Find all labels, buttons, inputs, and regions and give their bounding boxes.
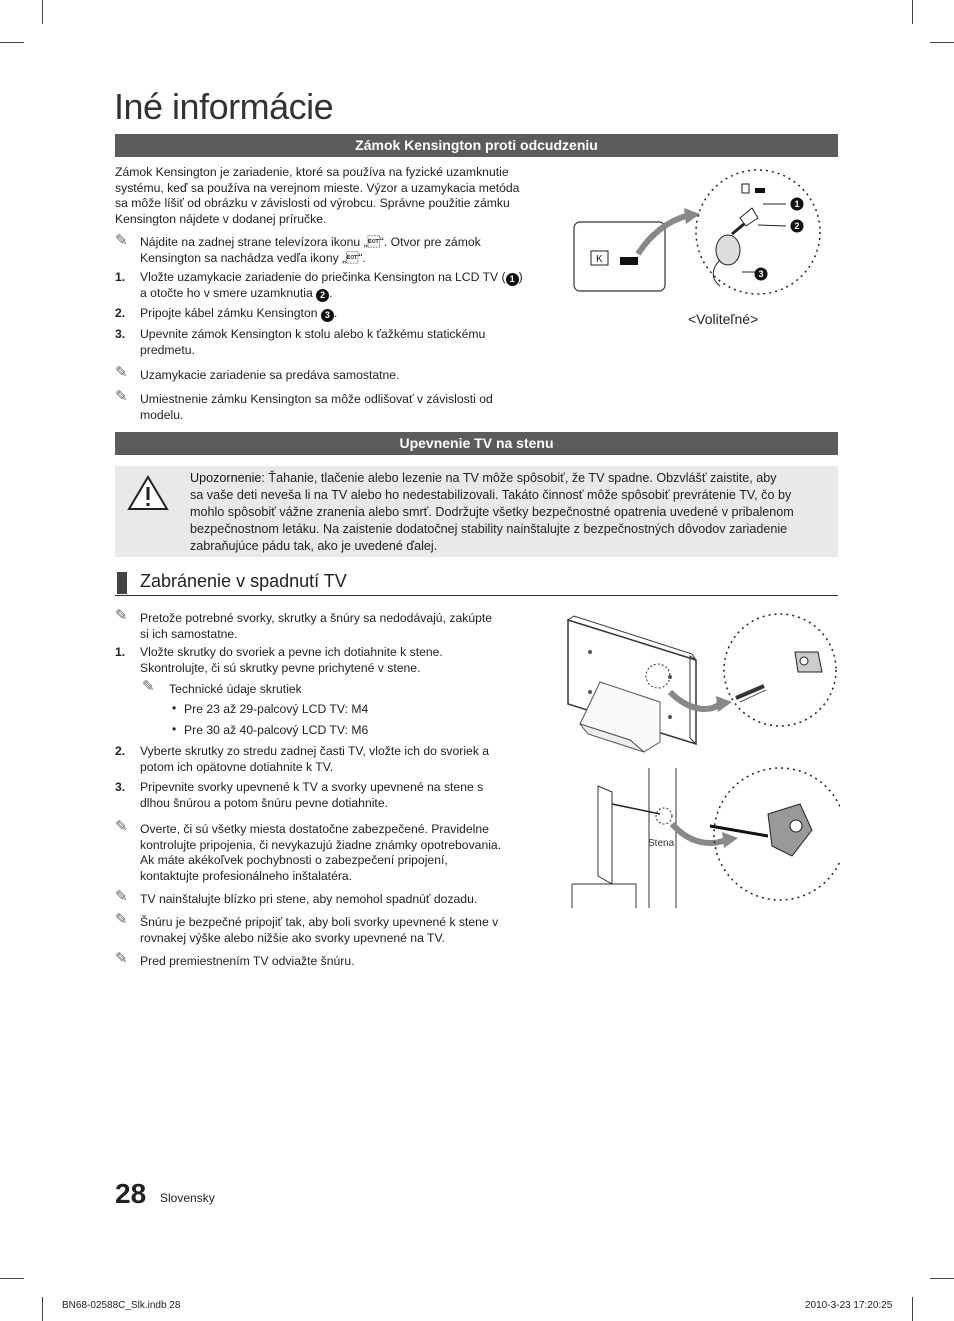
note-pencil-icon: ✎ [142,678,155,695]
note-cord-height [140,915,498,946]
note-line: modelu. [140,407,184,422]
subheading-marker [117,572,127,594]
optional-label: <Voliteľné> [688,311,759,327]
screw-spec-item: Pre 30 až 40-palcový LCD TV: M6 [184,723,369,737]
callout-2-icon: 2 [794,221,800,231]
note-pencil-icon: ✎ [115,818,128,835]
step-text: dlhou šnúrou a potom šnúru pevne dotiahnite. [140,795,388,810]
step-text: Vložte skrutky do svoriek a pevne ich dotiahnite k stene. [140,645,443,659]
step-number: 2. [115,306,126,320]
bullet-dot: • [172,701,177,715]
step-text: Vyberte skrutky zo stredu zadnej časti TV, vložte ich do svoriek a [140,744,490,758]
kensington-k-icon: K [596,254,603,265]
step-number: 1. [115,270,126,284]
note-line: kontrolujte pripojenia, či nevykazujú žiadne známky opotrebovania. [140,837,502,852]
intro-line: Kensington nájdete v dodanej príručke. [115,211,327,226]
page-title: Iné informácie [114,86,334,127]
callout-1-icon: 1 [506,273,519,286]
note-check-connections [140,822,501,884]
note-line: Pretože potrebné svorky, skrutky a šnúry sa nedodávajú, zakúpte [140,611,493,625]
warning-line: bezpečnostnom letáku. Na zaistenie dodatočnej stability nainštalujte z bezpečnostných dôvodov zariadenie [190,522,788,536]
warning-line: zabraňujúce pádu tak, ako je uvedené ďalej. [190,539,438,553]
crop-mark [930,1278,954,1279]
note-line: rovnakej výške alebo nižšie ako svorky upevnené na TV. [140,930,445,945]
step-text: ) [518,270,523,284]
warning-line: sa vaše deti neveša li na TV alebo ho nedestabilizovali. Takáto činnosť môže spôsobiť prevrátenie TV, čo by [190,488,792,502]
subheading-prevent-falling: Zabránenie v spadnutí TV [140,571,347,591]
footer-timestamp: 2010-3-23 17:20:25 [805,1300,893,1311]
crop-mark [930,42,954,43]
note-pencil-icon: ✎ [115,911,128,928]
warning-line: : Ťahanie, tlačenie alebo lezenie na TV môže spôsobiť, že TV spadne. Obzvlášť zaistite, aby [261,471,777,485]
step-text: Pripevnite svorky upevnené k TV a svorky upevnené na stene s [140,780,484,794]
prevent-step-2 [140,744,489,775]
prevent-step-3 [140,780,483,811]
note-line: si ich samostatne. [140,626,238,641]
callout-2-icon: 2 [316,289,329,302]
note-line: Kensington sa nachádza vedľa ikony „“. [140,250,366,265]
bullet-dot: • [172,722,177,736]
note-pencil-icon: ✎ [115,888,128,905]
page-number: 28 [115,1178,147,1209]
note-location-varies [140,392,493,423]
kensington-lock-illustration [560,160,840,330]
note-buy-parts [140,611,492,642]
step-text: potom ich opätovne dotiahnite k TV. [140,759,334,774]
note-install-near-wall: TV nainštalujte blízko pri stene, aby nemohol spadnúť dozadu. [140,892,478,906]
tv-back-clamp-illustration [560,612,840,762]
crop-mark [42,0,43,24]
step-number: 3. [115,327,126,341]
intro-line: sa môže líšiť od obrázku v závislosti od výrobcu. Správne použitie zámku [115,196,510,211]
intro-line: systému, keď sa používa na verejnom mieste. Výzor a uzamykacia metóda [115,180,520,195]
step-text: predmetu. [140,342,195,357]
wall-label: Stena [648,838,675,849]
note-pencil-icon: ✎ [115,364,128,381]
note-line: kontaktujte profesionálneho inštalatéra. [140,868,353,883]
warning-triangle-icon [126,474,170,512]
screw-spec-item: Pre 23 až 29-palcový LCD TV: M4 [184,702,369,716]
note-pencil-icon: ✎ [115,388,128,405]
kensington-intro [115,165,519,227]
step-1-text: Vložte uzamykacie zariadenie do priečinka Kensington na LCD TV ( 1 ) a otočte ho v smere uzamknutia 2 . [140,270,523,300]
section-header-kensington: Zámok Kensington proti odcudzeniu [115,134,838,157]
step-number: 1. [115,645,126,659]
step-2-text: Pripojte kábel zámku Kensington 3 . [140,306,338,320]
step-text: Upevnite zámok Kensington k stolu alebo k ťažkému statickému [140,327,486,341]
callout-3-icon: 3 [321,309,334,322]
note-line: Nájdite na zadnej strane televízora ikonu „“. Otvor pre zámok [140,235,481,249]
step-text: Skontrolujte, či sú skrutky pevne prichytené v stene. [140,660,421,675]
intro-line: Zámok Kensington je zariadenie, ktoré sa používa na fyzické uzamknutie [115,165,509,179]
crop-mark [42,1297,43,1321]
step-text: a otočte ho v smere uzamknutia [140,286,313,300]
note-line: Ak máte akékoľvek pochybnosti o zabezpečení pripojení, [140,853,448,868]
warning-text [190,470,794,555]
step-number: 3. [115,780,126,794]
crop-mark [912,1297,913,1321]
subheading-rule [115,595,838,596]
step-text: Pripojte kábel zámku Kensington [140,306,318,320]
note-line: Umiestnenie zámku Kensington sa môže odlišovať v závislosti od [140,392,493,406]
note-pencil-icon: ✎ [115,950,128,967]
note-untie-cord: Pred premiestnením TV odviažte šnúru. [140,954,355,968]
note-pencil-icon: ✎ [115,232,128,249]
note-pencil-icon: ✎ [115,607,128,624]
section-header-wall-mount: Upevnenie TV na stenu [115,432,838,455]
footer-file-info: BN68-02588C_Slk.indb 28 [62,1300,181,1311]
step-text: Vložte uzamykacie zariadenie do priečinka Kensington na LCD TV ( [140,270,506,284]
prevent-step-1 [140,645,443,676]
crop-mark [0,42,24,43]
wall-cord-illustration [560,764,840,914]
step-number: 2. [115,744,126,758]
callout-3-icon: 3 [758,269,764,279]
warning-line: mohlo spôsobiť vážne zranenia alebo smrť. Dodržujte všetky bezpečnostné opatrenia uvedené v pribalenom [190,505,794,519]
note-line: Šnúru je bezpečné pripojiť tak, aby boli svorky upevnené k stene v [140,915,499,929]
callout-1-icon: 1 [794,199,800,209]
step-3-text [140,327,485,358]
crop-mark [912,0,913,24]
note-find-icon [140,235,481,266]
screw-spec-title: Technické údaje skrutiek [169,682,302,696]
warning-label: Upozornenie [190,471,262,485]
note-sold-separately: Uzamykacie zariadenie sa predáva samostatne. [140,368,400,382]
crop-mark [0,1278,24,1279]
note-line: Overte, či sú všetky miesta dostatočne zabezpečené. Pravidelne [140,822,489,836]
page-language: Slovensky [160,1191,215,1205]
